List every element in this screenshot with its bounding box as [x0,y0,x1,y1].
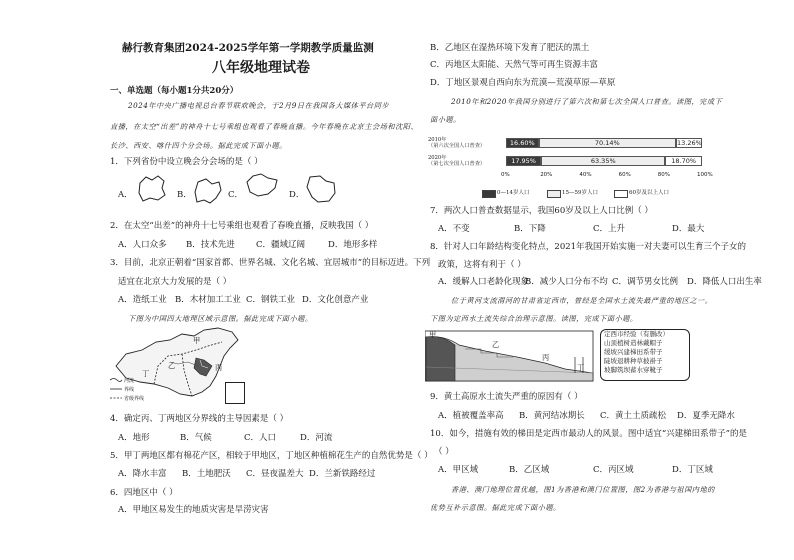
q10-option-c: C．丙区域 [593,465,634,475]
census-x-tick: 0% [501,172,510,178]
census-bar-segment: 70.14% [539,138,676,148]
question-9: 9．黄土高原水土流失严重的原因有（ ） [430,392,583,402]
q10-option-b: B．乙区域 [509,465,550,475]
experience-line-1: 山顶植树造林戴帽子 [604,339,663,347]
profile-label-ding: 丁 [577,363,585,372]
q1-option-d: D． [289,190,305,200]
q9-option-c: C．黄土土质疏松 [600,411,667,421]
legend-swatch-0-14 [482,190,496,198]
question-10-line-2: （ ） [434,447,454,457]
map-intro: 下图为中国四大地理区域示意图。据此完成下面小题。 [128,314,313,323]
intro-line-3: 长沙、西安、喀什四个分会场。据此完成下面小题。 [110,141,287,150]
q7-option-d: D．最大 [672,224,705,234]
legend-label-60-plus: 60岁及以上人口 [629,190,669,196]
question-3-line-1: 3．目前，北京正朝着“国家首都、世界名城、文化名城、宜居城市”的目标迈进。下列 [110,258,431,268]
q8-option-c: C．调节男女比例 [612,277,679,287]
province-outline-d [304,173,338,205]
profile-label-yi: 乙 [492,340,500,349]
question-10-line-1: 10．如今，措施有效的梯田是定西市最动人的风景。图中适宜“兴建梯田系带子”的是 [430,429,748,439]
q3-option-a: A．造纸工业 [118,295,167,305]
q4-option-c: C．人口 [244,433,277,443]
experience-box-title: 定西市经验（有删改） [604,330,669,338]
loess-intro-line-1: 位于黄河支流渭河的甘肃省定西市，曾经是全国水土流失最严重的地区之一。 [451,296,713,305]
census-x-tick: 100% [697,172,713,178]
q7-option-c: C．上升 [593,224,626,234]
census-bar-segment: 17.95% [506,156,541,166]
q7-option-a: A．不变 [438,224,470,234]
map-legend-symbols [109,376,123,406]
map-legend-boundary: 界线 [124,387,135,393]
legend-swatch-60-plus [614,190,628,198]
chart-row-label-2010: 2010年 （第六次全国人口普查） [428,137,486,150]
map-label-jia: 甲 [193,336,201,345]
q4-option-b: B．气候 [180,433,212,443]
experience-line-2: 缓坡兴建梯田系带子 [604,348,663,356]
legend-label-0-14: 0—14岁人口 [497,190,530,196]
q2-option-c: C．疆域辽阔 [256,240,306,250]
question-2: 2．在太空“出差”的神舟十七号乘组也观看了春晚直播，反映我国（ ） [110,221,374,231]
q1-option-c: C． [228,190,244,200]
census-bar-segment: 63.35% [541,156,665,166]
q9-option-d: D．夏季无降水 [677,411,735,421]
q8-option-b: B．减少人口分布不均 [525,277,608,287]
right-column [407,0,787,560]
terrain-profile-diagram [425,327,595,382]
census-x-tick: 20% [540,172,553,178]
census-x-tick: 40% [579,172,592,178]
exam-subtitle: 八年级地理试卷 [212,60,310,76]
q2-option-a: A．人口众多 [118,240,167,250]
q10-option-d: D．丁区域 [672,465,713,475]
map-label-yi: 乙 [168,361,176,370]
q6-option-b: B．乙地区在湿热环境下发育了肥沃的黑土 [430,43,590,53]
census-bar-segment: 18.70% [665,156,702,166]
province-outline-c [244,170,280,200]
question-8-line-2: 政策，这将有利于（ ） [438,260,526,270]
question-7: 7．两次人口普查数据显示，我国60岁及以上人口比例（ ） [430,206,653,216]
profile-label-jia: 甲 [429,330,437,339]
south-sea-inset [225,382,245,404]
q3-option-b: B．木材加工工业 [175,295,241,305]
q8-option-a: A．缓解人口老龄化现象 [438,277,530,287]
q8-option-d: D．降低人口出生率 [687,277,762,287]
hk-intro-line-2: 优势互补示意图。据此完成下面小题。 [430,503,561,512]
q10-option-a: A．甲区域 [438,465,479,475]
map-label-ding: 丁 [142,369,150,378]
chart-row-label-2020: 2020年 （第七次全国人口普查） [428,155,486,168]
q6-option-d: D．丁地区景观自西向东为荒漠—荒漠草原—草原 [430,78,616,88]
exam-title: 赫行教育集团2024-2025学年第一学期教学质量监测 [122,42,374,54]
q9-option-a: A．植被覆盖率高 [438,411,504,421]
intro-line-2: 直播，在太空“出差”的神舟十七号乘组也观看了春晚直播。今年春晚在北京主会场和沈阳、 [110,122,419,131]
q5-option-b: B．土地肥沃 [182,469,231,479]
q1-option-b: B． [177,190,192,200]
hk-intro-line-1: 香港、澳门地理位置优越，图1为香港和澳门位置图，图2为香港与祖国内地的 [451,485,715,494]
census-x-tick: 80% [657,172,671,178]
census-intro-line-1: 2010年和2020年我国分别进行了第六次和第七次全国人口普查。读图，完成下 [451,97,723,106]
q5-option-c: C．昼夜温差大 [246,469,304,479]
census-intro-line-2: 面小题。 [430,115,461,124]
province-outline-b [192,176,224,206]
loess-intro-line-2: 下图为定西水土流失综合治理示意图。读图，完成下面小题。 [430,314,638,323]
legend-swatch-15-59 [547,190,561,198]
question-4: 4．确定丙、丁两地区分界线的主导因素是（ ） [110,414,289,424]
question-6: 6．四地区中（ ） [110,488,178,498]
q3-option-c: C．钢铁工业 [246,295,296,305]
q3-option-d: D．文化创意产业 [302,295,369,305]
intro-line-1: 2024年中央广播电视总台春节联欢晚会，于2月9日在我国各大媒体平台同步 [128,101,390,110]
profile-label-bing: 丙 [542,353,550,362]
q5-option-d: D．兰新铁路经过 [309,469,376,479]
q9-option-b: B．黄河结冰期长 [519,411,585,421]
q6-option-c: C．丙地区太阳能、天然气等可再生资源丰富 [430,60,599,70]
q7-option-b: B．下降 [514,224,546,234]
experience-line-3: 陡坡退耕种草披褂子 [604,357,663,365]
question-5: 5．甲丁两地区都有棉花产区，相较于甲地区，丁地区种植棉花生产的自然优势是（ ） [110,451,433,461]
map-legend-province: 省级界线 [124,396,145,402]
q2-option-d: D．地形多样 [328,240,378,250]
map-label-bing: 丙 [215,363,223,372]
q4-option-a: A．地形 [118,433,150,443]
question-8-line-1: 8．针对人口年龄结构变化特点，2021年我国开始实施一对夫妻可以生育三个子女的 [430,242,747,252]
legend-label-15-59: 15—59岁人口 [562,190,598,196]
q6-option-a: A．甲地区易发生的地质灾害是旱涝灾害 [118,505,269,515]
question-1: 1．下列省份中设立晚会分会场的是（ ） [110,157,263,167]
census-bar-segment: 16.60% [506,138,539,148]
map-legend-river: 河流 [124,378,135,384]
section-heading: 一、单选题（每小题1分共20分） [110,86,239,96]
census-x-tick: 60% [618,172,631,178]
experience-line-4: 坡脚筑坝蓄水穿靴子 [604,366,663,374]
q4-option-d: D．河流 [300,433,333,443]
q2-option-b: B．技术先进 [186,240,235,250]
census-bar-segment: 13.26% [677,139,702,147]
q1-option-a: A． [118,190,133,200]
q5-option-a: A．降水丰富 [118,469,167,479]
province-outline-a [136,173,168,203]
question-3-line-2: 适宜在北京大力发展的是（ ） [118,277,232,287]
